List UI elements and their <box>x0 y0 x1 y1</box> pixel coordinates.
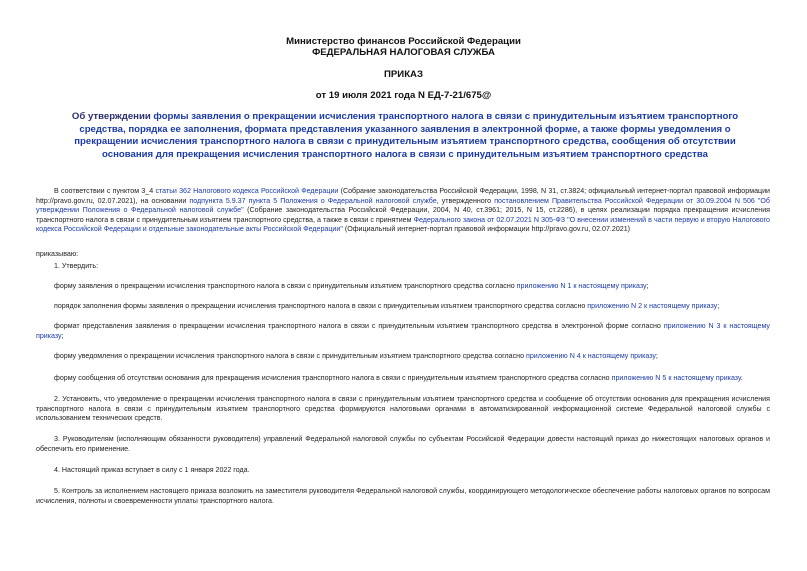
service-heading: ФЕДЕРАЛЬНАЯ НАЛОГОВАЯ СЛУЖБА <box>312 47 495 58</box>
item-3: 3. Руководителям (исполняющим обязанности руководителя) управлений Федеральной налоговой службы по субъектам Российской Федерации довести настоящий приказ до нижестоящих налоговых органов и обеспечить его применение. <box>36 435 770 453</box>
preamble-text: (Собрание законодательства Российской Федерации, 2004, N 40, ст.3961; 2015, N 15, ст.2286), в целях реализации порядка прекращения исчисления транспортного налога в связи с принудительным изъятием транспортного средства, а также в связи с принятием <box>36 206 770 224</box>
approval-end: ; <box>655 352 658 360</box>
government-decree-link[interactable]: постановлением Правительства Российской Федерации от 30.09.2004 N 506 "Об утверждении Положения о Федеральной налоговой службе" <box>36 196 770 215</box>
title-link[interactable]: формы заявления о прекращении исчисления транспортного налога в связи с принудительным изъятием транспортного средства, порядка ее заполнения, формата представления указанного заявления в электронной форме, а также формы уведомления о прекращении исчисления транспортного налога в связи с принудительным изъятием транспортного средства, сообщения об отсутствии основания для прекращения исчисления транспортного налога в связи с принудительным изъятием транспортного средства <box>74 111 739 160</box>
appendix-5-link[interactable]: приложению N 5 к настоящему приказу <box>611 374 741 382</box>
item-4: 4. Настоящий приказ вступает в силу с 1 января 2022 года. <box>54 466 250 474</box>
preamble-text: , утвержденного <box>436 196 495 205</box>
approval-item <box>36 322 770 341</box>
appendix-3-link[interactable]: приложению N 3 к настоящему приказу <box>36 322 770 340</box>
document-title <box>60 111 750 161</box>
federal-law-link[interactable]: Федерального закона от 02.07.2021 N 305-ФЗ "О внесении изменений в части первую и вторую Налогового кодекса Российской Федерации и отдельные законодательные акты Российской Федерации" <box>36 215 770 234</box>
approval-end: ; <box>646 282 649 290</box>
approval-text: форму сообщения об отсутствии основания для прекращения исчисления транспортного налога в связи с принудительным изъятием транспортного средства согласно <box>54 374 612 382</box>
preamble-text: В соответствии с пунктом 3_4 <box>54 187 156 195</box>
approval-text: форму заявления о прекращении исчисления транспортного налога в связи с принудительным изъятием транспортного средства согласно <box>54 282 517 290</box>
ministry-heading: Министерство финансов Российской Федерации <box>286 36 521 47</box>
appendix-4-link[interactable]: приложению N 4 к настоящему приказу <box>526 352 656 360</box>
regulation-link[interactable]: подпункта 5.9.37 пункта 5 Положения о Федеральной налоговой службе <box>189 196 437 205</box>
appendix-1-link[interactable]: приложению N 1 к настоящему приказу <box>516 282 647 290</box>
tax-code-link[interactable]: статьи 362 Налогового кодекса Российской Федерации <box>155 187 339 195</box>
approval-end: ; <box>61 331 64 340</box>
preamble-text: (Собрание законодательства Российской Федерации, 1998, N 31, ст.3824; официальный интернет-портал правовой информации http://pravo.gov.ru, 02.07.2021), на основании <box>36 187 771 205</box>
appendix-2-link[interactable]: приложению N 2 к настоящему приказу <box>587 302 718 310</box>
approval-item <box>36 282 770 292</box>
title-prefix: Об утверждении <box>71 111 154 122</box>
doc-type-heading: ПРИКАЗ <box>384 69 423 80</box>
approval-item <box>36 374 770 384</box>
approval-text: формат представления заявления о прекращении исчисления транспортного налога в связи с принудительным изъятием транспортного средства в электронной форме согласно <box>54 322 664 330</box>
preamble-paragraph <box>36 187 770 235</box>
approval-item <box>36 302 770 312</box>
approval-item <box>36 352 770 362</box>
item-1: 1. Утвердить: <box>54 262 99 270</box>
date-number-heading: от 19 июля 2021 года N ЕД-7-21/675@ <box>315 90 492 101</box>
order-word: приказываю: <box>36 250 79 258</box>
approval-end: ; <box>717 302 720 310</box>
preamble-text: (Официальный интернет-портал правовой информации http://pravo.gov.ru, 02.07.2021) <box>342 225 631 234</box>
document-body <box>36 187 770 235</box>
approval-text: порядок заполнения формы заявления о прекращении исчисления транспортного налога в связи с принудительным изъятием транспортного средства согласно <box>54 302 588 310</box>
item-5: 5. Контроль за исполнением настоящего приказа возложить на заместителя руководителя Федеральной налоговой службы, координирующего методологическое обеспечение работы налоговых органов по вопросам исчисления, полноты и своевременности уплаты транспортного налога. <box>36 487 770 505</box>
approval-text: форму уведомления о прекращении исчисления транспортного налога в связи с принудительным изъятием транспортного средства согласно <box>54 352 526 360</box>
approval-end: . <box>740 374 743 382</box>
item-2: 2. Установить, что уведомление о прекращении исчисления транспортного налога в связи с принудительным изъятием транспортного средства и сообщение об отсутствии основания для прекращения исчисления транспортного налога в связи с принудительным изъятием транспортного средства формируются налоговыми органами в автоматизированной информационной системе Федеральной налоговой службы с использованием технических средств. <box>36 395 770 423</box>
